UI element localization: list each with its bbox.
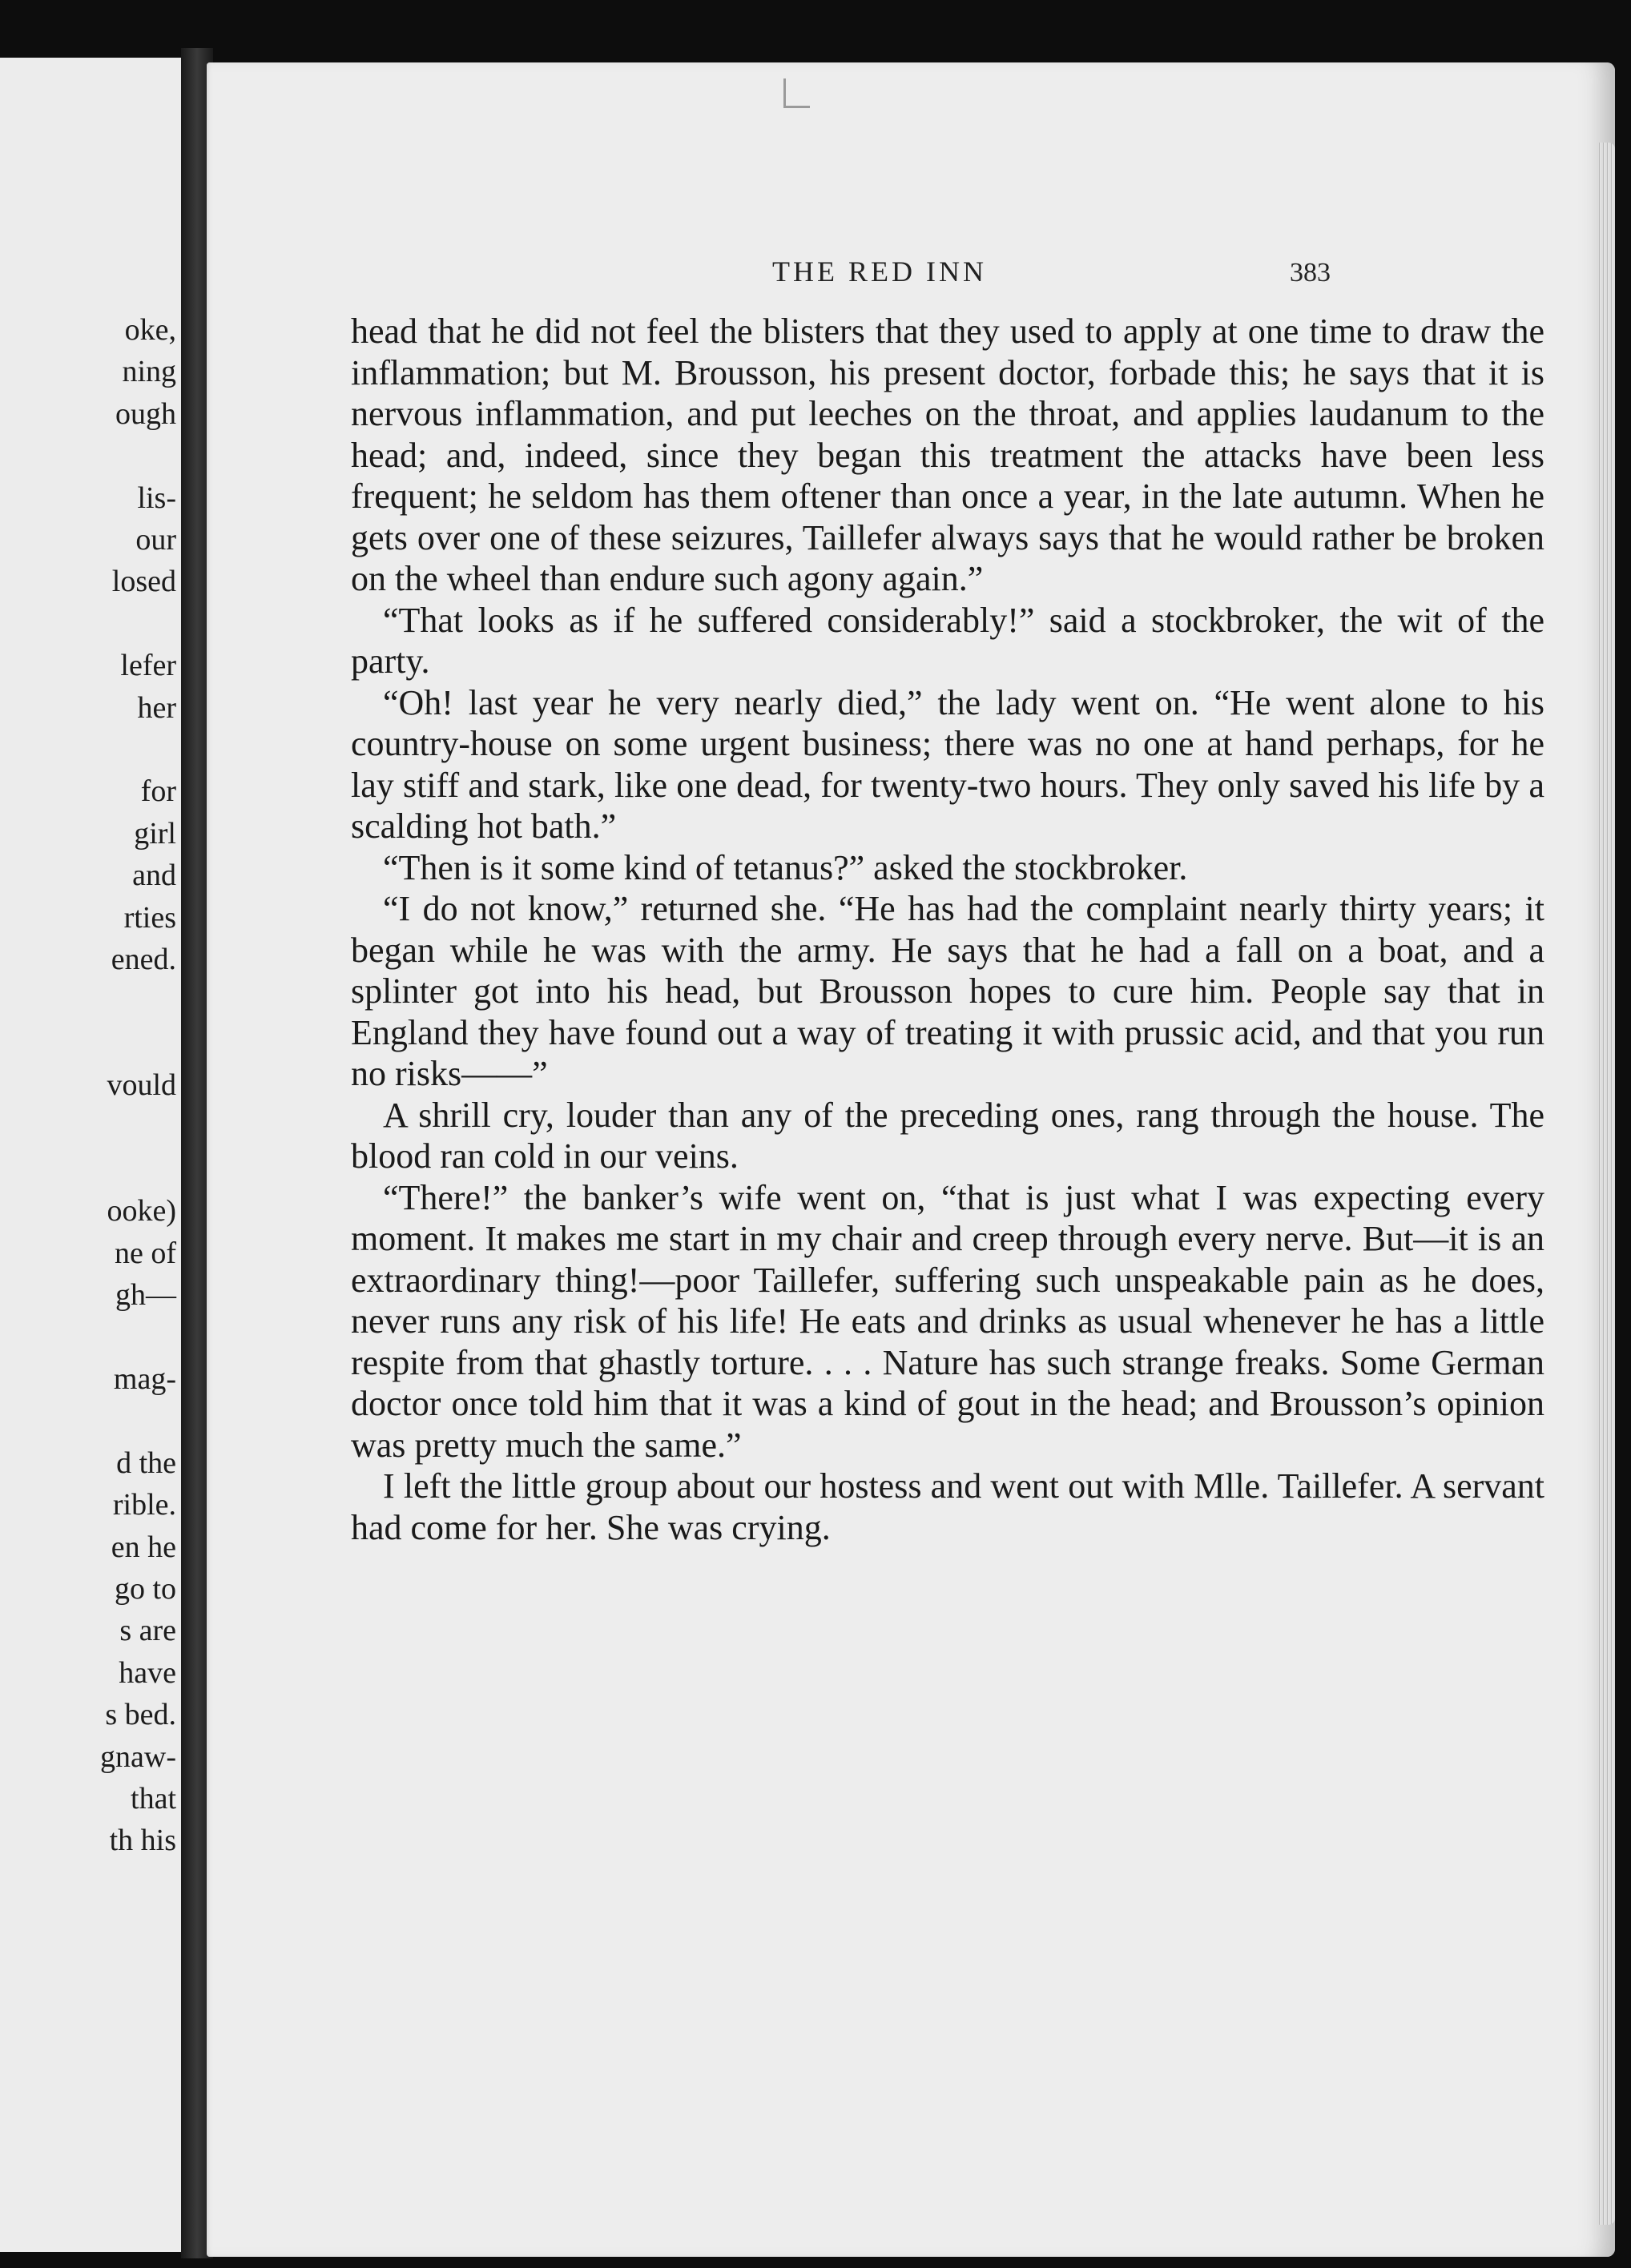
left-page-line: oke, <box>124 313 176 347</box>
page-edges <box>1597 143 1615 2225</box>
left-page-line: gh— <box>115 1278 176 1313</box>
left-page-line: ning <box>122 355 176 389</box>
left-page-line: mag- <box>113 1362 176 1396</box>
body-text <box>351 311 1544 1548</box>
page-number: 383 <box>1290 258 1331 288</box>
left-page <box>0 58 191 2252</box>
scan-corner-mark <box>783 78 810 108</box>
running-head-title: THE RED INN <box>772 255 987 288</box>
left-page-line: s bed. <box>105 1698 176 1732</box>
left-page-line: ened. <box>111 943 176 976</box>
running-head <box>207 255 1615 295</box>
left-page-line: her <box>137 690 176 725</box>
right-page <box>207 62 1615 2257</box>
left-page-line: and <box>132 859 176 893</box>
paragraph: “That looks as if he suffered considerably!” said a stockbroker, the wit of the party. <box>351 600 1544 681</box>
left-page-line: go to <box>114 1572 176 1606</box>
left-page-line: s are <box>119 1614 176 1648</box>
left-page-line: our <box>135 523 176 557</box>
paragraph: “I do not know,” returned she. “He has had the complaint nearly thirty years; it began while he was with the army. He says that he had a fall on a boat, and a splinter got into his head, but Brousson hopes to cure him. People say that in England they have found out a way of treating it with prussic acid, and that you run no risks——” <box>351 889 1544 1093</box>
left-page-line: for <box>140 774 176 809</box>
paragraph: A shrill cry, louder than any of the preceding ones, rang through the house. The blood ran cold in our veins. <box>351 1095 1544 1176</box>
left-page-line: gnaw- <box>100 1739 176 1774</box>
left-page-line: girl <box>134 816 176 850</box>
left-page-line: have <box>119 1655 176 1690</box>
left-page-line: rties <box>123 900 176 935</box>
left-page-line: lis- <box>137 481 176 515</box>
left-page-line: ne of <box>114 1236 176 1270</box>
paragraph: “Oh! last year he very nearly died,” the lady went on. “He went alone to his country-house on some urgent business; there was no one at hand perhaps, for he lay stiff and stark, like one dead, for twenty-two hours. They only saved his life by a scalding hot bath.” <box>351 682 1544 846</box>
left-page-line: en he <box>111 1530 176 1564</box>
left-page-line: d the <box>116 1446 176 1480</box>
left-page-line: vould <box>107 1068 176 1103</box>
left-page-line: losed <box>111 565 176 599</box>
left-page-line: rible. <box>112 1488 176 1522</box>
left-page-line: th his <box>109 1824 176 1858</box>
paragraph: I left the little group about our hostess and went out with Mlle. Taillefer. A servant had come for her. She was crying. <box>351 1466 1544 1547</box>
left-page-text-fragments <box>16 58 176 2252</box>
left-page-line: that <box>131 1782 176 1816</box>
paragraph: head that he did not feel the blisters that they used to apply at one time to draw the inflammation; but M. Brousson, his present doctor, forbade this; he says that it is nervous inflammation, and put leeches on the throat, and applies laudanum to the head; and, indeed, since they began this treatment the attacks have been less frequent; he seldom has them oftener than once a year, in the late autumn. When he gets over one of these seizures, Taillefer always says that he would rather be broken on the wheel than endure such agony again.” <box>351 312 1544 598</box>
left-page-line: ough <box>115 396 176 431</box>
left-page-line: ooke) <box>107 1194 176 1228</box>
left-page-line: lefer <box>120 649 176 683</box>
paragraph: “There!” the banker’s wife went on, “that is just what I was expecting every moment. It makes me start in my chair and creep through every nerve. But—it is an extraordinary thing!—poor Taillefer, suffering such unspeakable pain as he does, never runs any risk of his life! He eats and drinks as usual whenever he has a little respite from that ghastly torture. . . . Nature has such strange freaks. Some German doctor once told him that it was a kind of gout in the head; and Brousson’s opinion was pretty much the same.” <box>351 1177 1544 1465</box>
paragraph: “Then is it some kind of tetanus?” asked the stockbroker. <box>383 847 1188 887</box>
